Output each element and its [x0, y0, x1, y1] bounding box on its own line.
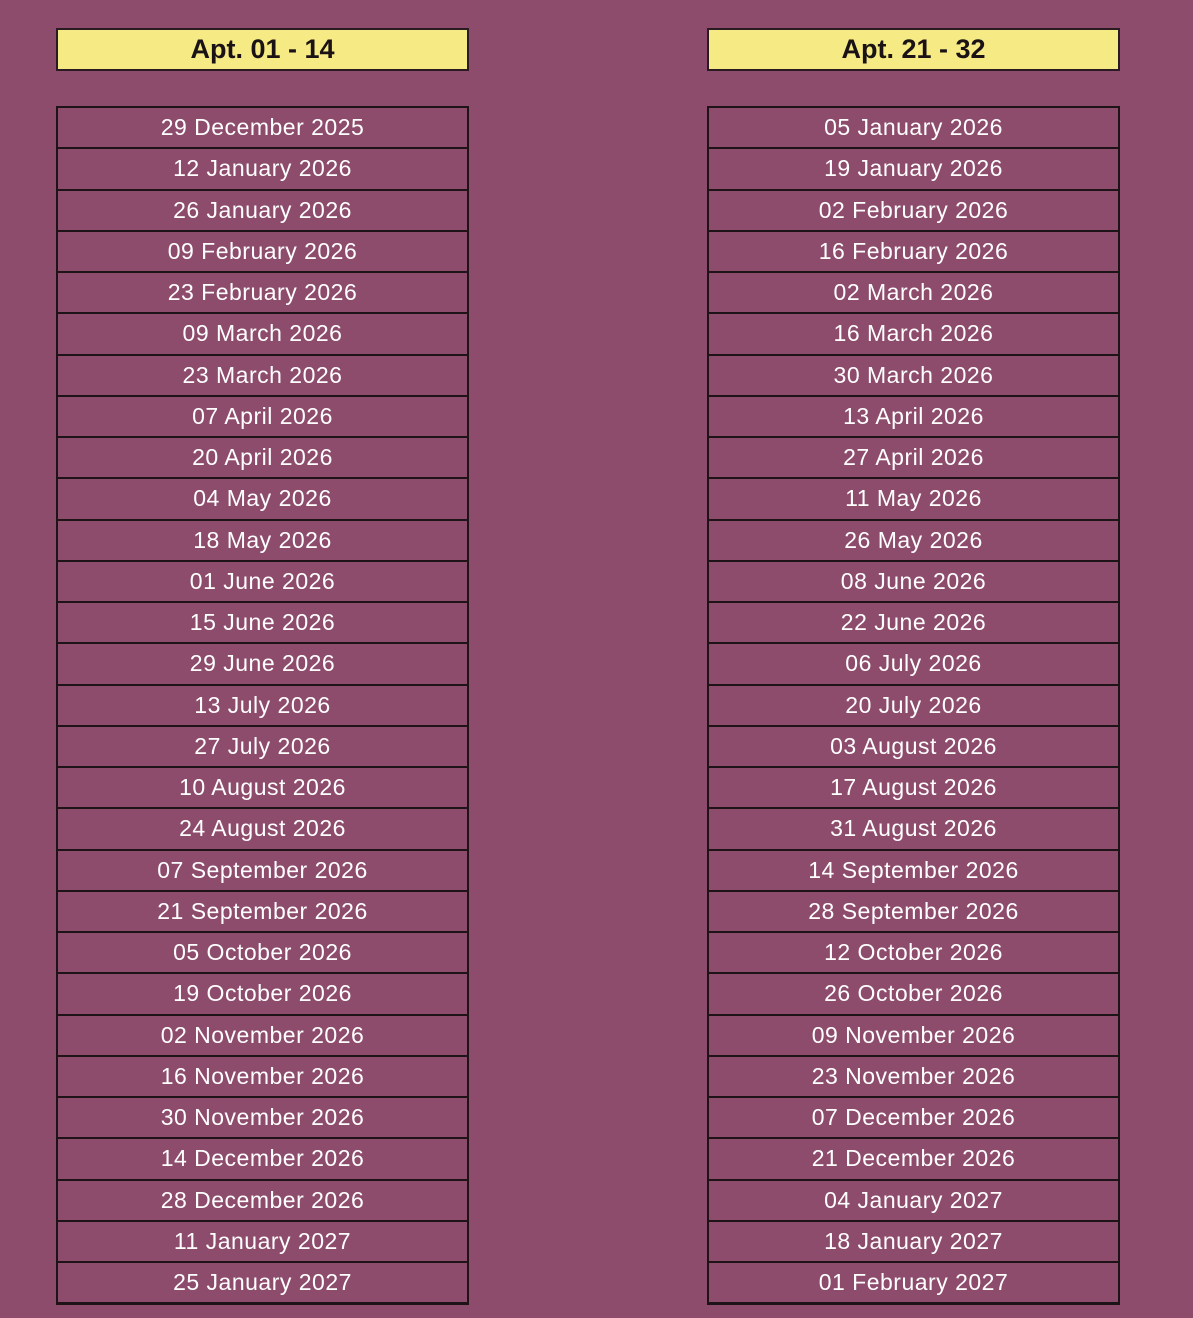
date-row: 11 January 2027: [58, 1222, 467, 1263]
date-row: 11 May 2026: [709, 479, 1118, 520]
date-row: 20 July 2026: [709, 686, 1118, 727]
date-row: 28 September 2026: [709, 892, 1118, 933]
date-row: 17 August 2026: [709, 768, 1118, 809]
date-row: 02 November 2026: [58, 1016, 467, 1057]
date-row: 23 March 2026: [58, 356, 467, 397]
date-row: 09 February 2026: [58, 232, 467, 273]
date-row: 03 August 2026: [709, 727, 1118, 768]
date-row: 27 April 2026: [709, 438, 1118, 479]
date-row: 12 January 2026: [58, 149, 467, 190]
date-row: 25 January 2027: [58, 1263, 467, 1304]
date-row: 14 December 2026: [58, 1139, 467, 1180]
date-row: 06 July 2026: [709, 644, 1118, 685]
date-row: 23 February 2026: [58, 273, 467, 314]
date-row: 09 November 2026: [709, 1016, 1118, 1057]
date-row: 16 November 2026: [58, 1057, 467, 1098]
date-row: 15 June 2026: [58, 603, 467, 644]
date-row: 02 February 2026: [709, 191, 1118, 232]
date-row: 01 June 2026: [58, 562, 467, 603]
date-row: 01 February 2027: [709, 1263, 1118, 1304]
date-row: 02 March 2026: [709, 273, 1118, 314]
date-row: 04 May 2026: [58, 479, 467, 520]
date-row: 05 October 2026: [58, 933, 467, 974]
date-row: 05 January 2026: [709, 108, 1118, 149]
date-row: 29 June 2026: [58, 644, 467, 685]
date-list: [56, 106, 469, 1305]
date-row: 13 April 2026: [709, 397, 1118, 438]
date-row: 21 September 2026: [58, 892, 467, 933]
date-row: 14 September 2026: [709, 851, 1118, 892]
schedule-column-apt-21-32: [707, 28, 1120, 1305]
date-row: 30 March 2026: [709, 356, 1118, 397]
date-row: 20 April 2026: [58, 438, 467, 479]
date-row: 26 January 2026: [58, 191, 467, 232]
date-row: 18 January 2027: [709, 1222, 1118, 1263]
date-row: 08 June 2026: [709, 562, 1118, 603]
date-row: 10 August 2026: [58, 768, 467, 809]
date-row: 22 June 2026: [709, 603, 1118, 644]
date-list: [707, 106, 1120, 1305]
date-row: 24 August 2026: [58, 809, 467, 850]
date-row: 27 July 2026: [58, 727, 467, 768]
date-row: 23 November 2026: [709, 1057, 1118, 1098]
date-row: 12 October 2026: [709, 933, 1118, 974]
date-row: 28 December 2026: [58, 1181, 467, 1222]
date-row: 19 January 2026: [709, 149, 1118, 190]
column-header: Apt. 01 - 14: [56, 28, 469, 71]
column-header: Apt. 21 - 32: [707, 28, 1120, 71]
date-row: 09 March 2026: [58, 314, 467, 355]
date-row: 31 August 2026: [709, 809, 1118, 850]
date-row: 04 January 2027: [709, 1181, 1118, 1222]
date-row: 07 December 2026: [709, 1098, 1118, 1139]
date-row: 30 November 2026: [58, 1098, 467, 1139]
date-row: 26 October 2026: [709, 974, 1118, 1015]
date-row: 19 October 2026: [58, 974, 467, 1015]
date-row: 07 September 2026: [58, 851, 467, 892]
date-row: 16 March 2026: [709, 314, 1118, 355]
date-row: 21 December 2026: [709, 1139, 1118, 1180]
date-row: 29 December 2025: [58, 108, 467, 149]
date-row: 18 May 2026: [58, 521, 467, 562]
date-row: 07 April 2026: [58, 397, 467, 438]
date-row: 13 July 2026: [58, 686, 467, 727]
date-row: 26 May 2026: [709, 521, 1118, 562]
schedule-column-apt-01-14: [56, 28, 469, 1305]
date-row: 16 February 2026: [709, 232, 1118, 273]
